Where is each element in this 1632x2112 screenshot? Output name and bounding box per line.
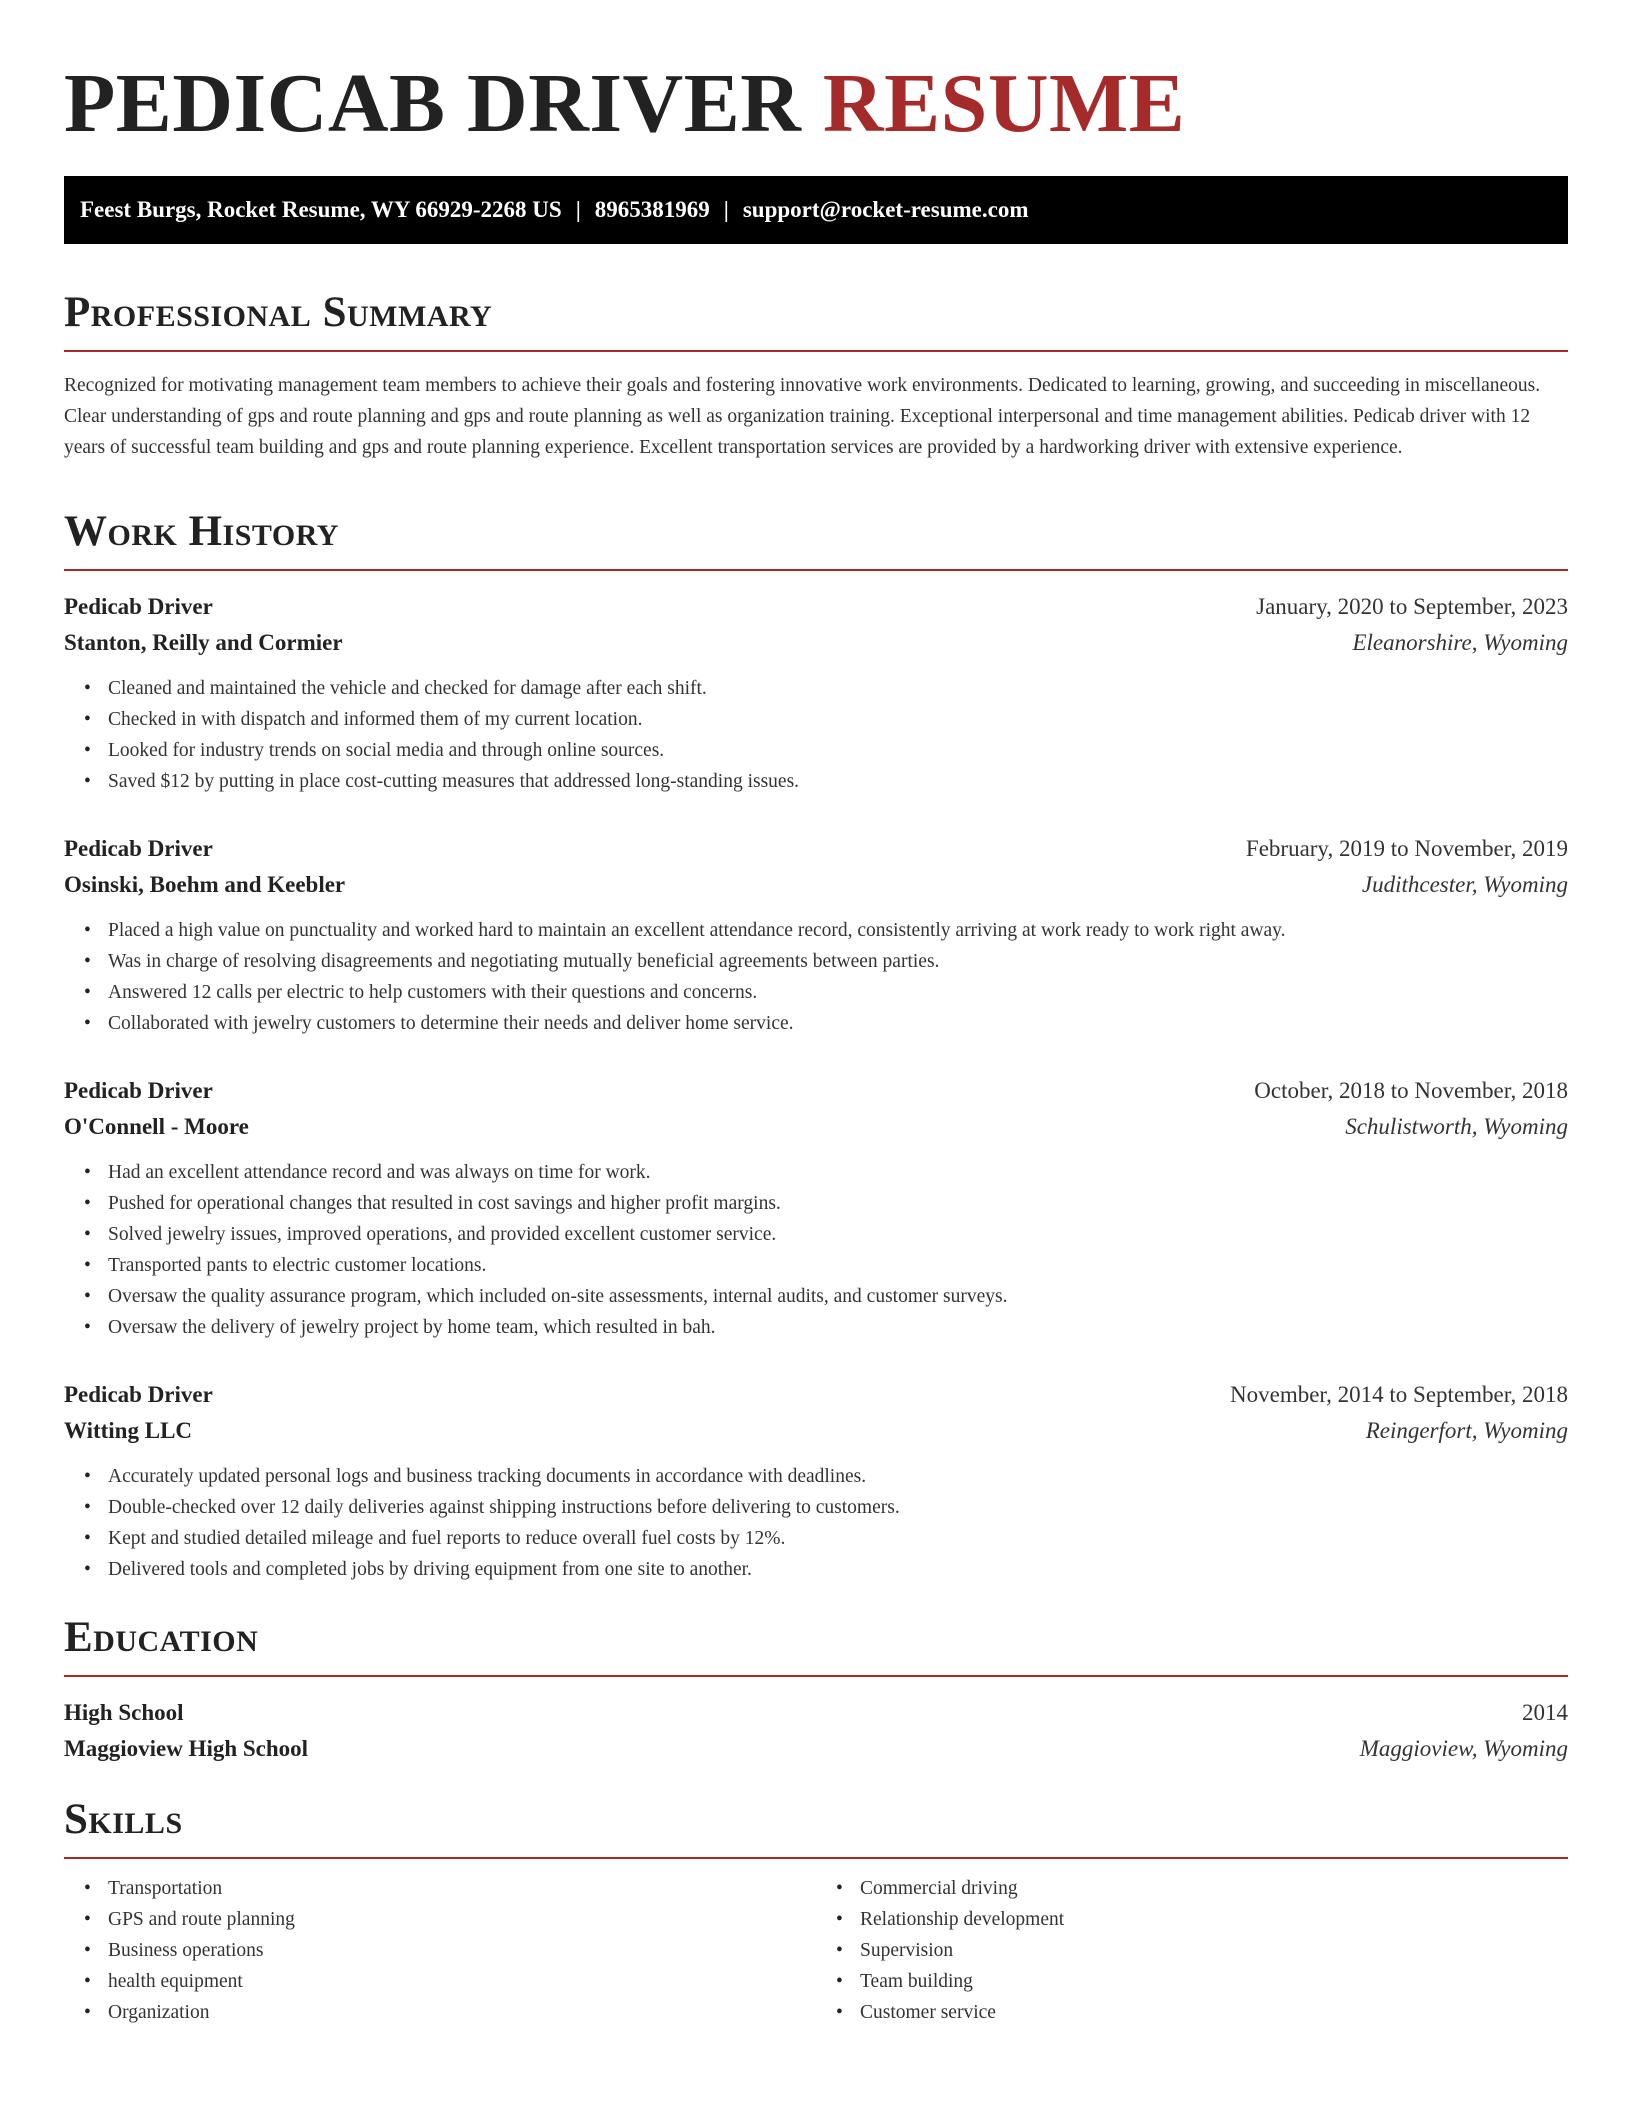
professional-summary-section (64, 288, 1568, 463)
job-location: Schulistworth, Wyoming (1345, 1114, 1568, 1139)
skill-item: • Commercial driving (860, 1873, 1568, 1904)
job-bullets (64, 1461, 1568, 1585)
skill-item: • Team building (860, 1966, 1568, 1997)
contact-phone: 8965381969 (594, 197, 710, 222)
skill-item: • Business operations (108, 1935, 816, 1966)
job-bullets (64, 915, 1568, 1039)
skill-item: • Organization (108, 1997, 816, 2028)
job-bullet: • Was in charge of resolving disagreements and negotiating mutually beneficial agreements between parties. (108, 946, 1568, 977)
contact-email: support@rocket-resume.com (742, 197, 1029, 222)
job-bullet: • Checked in with dispatch and informed them of my current location. (108, 704, 1568, 735)
section-heading: Skills (64, 1796, 183, 1843)
job-company-row (64, 1413, 1568, 1449)
education-degree: High School (64, 1700, 184, 1725)
job-bullet: • Placed a high value on punctuality and worked hard to maintain an excellent attendance record, consistently arriving at work ready to work right away. (108, 915, 1568, 946)
education-section (64, 1613, 1568, 1767)
job-entry (64, 831, 1568, 1039)
job-bullet: • Transported pants to electric customer locations. (108, 1250, 1568, 1281)
job-header-row (64, 831, 1568, 867)
job-dates: October, 2018 to November, 2018 (1254, 1078, 1568, 1103)
summary-text: Recognized for motivating management team members to achieve their goals and fostering innovative work environments. Dedicated to learning, growing, and succeeding in miscellaneous. Clear understanding of gps and route planning and gps and route planning as well as organization training. Exceptional interpersonal and time management abilities. Pedicab driver with 12 years of successful team building and gps and route planning experience. Excellent transportation services are provided by a hardworking driver with extensive experience. (64, 375, 1541, 458)
job-bullet: • Oversaw the delivery of jewelry project by home team, which resulted in bah. (108, 1312, 1568, 1343)
contact-separator: | (723, 197, 729, 222)
job-company-row (64, 867, 1568, 903)
job-bullet: • Solved jewelry issues, improved operations, and provided excellent customer service. (108, 1219, 1568, 1250)
skill-item: • Relationship development (860, 1904, 1568, 1935)
contact-address: Feest Burgs, Rocket Resume, WY 66929-2268 US (80, 197, 562, 222)
job-header-row (64, 589, 1568, 625)
skills-column-right (816, 1873, 1568, 2028)
job-dates: November, 2014 to September, 2018 (1230, 1382, 1568, 1407)
job-company-row (64, 625, 1568, 661)
contact-separator: | (575, 197, 581, 222)
resume-title (64, 56, 1568, 152)
job-company: Osinski, Boehm and Keebler (64, 872, 346, 897)
skills-list (816, 1873, 1568, 2028)
job-bullet: • Pushed for operational changes that resulted in cost savings and higher profit margins. (108, 1188, 1568, 1219)
job-bullet: • Saved $12 by putting in place cost-cutting measures that addressed long-standing issues. (108, 766, 1568, 797)
job-bullet: • Kept and studied detailed mileage and fuel reports to reduce overall fuel costs by 12%. (108, 1523, 1568, 1554)
job-company: O'Connell - Moore (64, 1114, 249, 1139)
job-header-row (64, 1073, 1568, 1109)
job-company: Stanton, Reilly and Cormier (64, 630, 343, 655)
skills-grid (64, 1873, 1568, 2028)
job-entry (64, 1377, 1568, 1585)
job-title: Pedicab Driver (64, 1078, 213, 1103)
skill-item: • Customer service (860, 1997, 1568, 2028)
job-location: Reingerfort, Wyoming (1365, 1418, 1568, 1443)
job-bullet: • Oversaw the quality assurance program, which included on-site assessments, internal audits, and customer surveys. (108, 1281, 1568, 1312)
work-history-section (64, 507, 1568, 1585)
skills-column-left (64, 1873, 816, 2028)
section-divider (64, 569, 1568, 571)
job-bullet: • Delivered tools and completed jobs by driving equipment from one site to another. (108, 1554, 1568, 1585)
education-year: 2014 (1522, 1700, 1568, 1725)
job-company-row (64, 1109, 1568, 1145)
section-heading: Work History (64, 508, 339, 555)
job-bullet: • Collaborated with jewelry customers to determine their needs and deliver home service. (108, 1008, 1568, 1039)
job-bullet: • Accurately updated personal logs and business tracking documents in accordance with deadlines. (108, 1461, 1568, 1492)
section-divider (64, 1675, 1568, 1677)
section-heading: Professional Summary (64, 289, 493, 336)
education-header-row (64, 1695, 1568, 1731)
job-location: Judithcester, Wyoming (1361, 872, 1568, 897)
skill-item: • Supervision (860, 1935, 1568, 1966)
title-accent: RESUME (822, 57, 1186, 150)
job-bullet: • Answered 12 calls per electric to help customers with their questions and concerns. (108, 977, 1568, 1008)
job-bullet: • Cleaned and maintained the vehicle and checked for damage after each shift. (108, 673, 1568, 704)
skill-item: • GPS and route planning (108, 1904, 816, 1935)
job-dates: January, 2020 to September, 2023 (1256, 594, 1568, 619)
job-bullet: • Double-checked over 12 daily deliveries against shipping instructions before delivering to customers. (108, 1492, 1568, 1523)
skills-section (64, 1795, 1568, 2028)
section-divider (64, 1857, 1568, 1859)
skills-list (64, 1873, 816, 2028)
skill-item: • health equipment (108, 1966, 816, 1997)
skill-item: • Transportation (108, 1873, 816, 1904)
job-location: Eleanorshire, Wyoming (1352, 630, 1568, 655)
job-dates: February, 2019 to November, 2019 (1245, 836, 1568, 861)
section-heading: Education (64, 1614, 259, 1661)
job-title: Pedicab Driver (64, 836, 213, 861)
job-company: Witting LLC (64, 1418, 193, 1443)
job-bullet: • Looked for industry trends on social media and through online sources. (108, 735, 1568, 766)
contact-bar (64, 176, 1568, 244)
job-entry (64, 1073, 1568, 1343)
job-header-row (64, 1377, 1568, 1413)
education-location: Maggioview, Wyoming (1359, 1736, 1568, 1761)
education-school: Maggioview High School (64, 1736, 309, 1761)
job-entry (64, 589, 1568, 797)
job-title: Pedicab Driver (64, 1382, 213, 1407)
section-divider (64, 350, 1568, 352)
title-main: PEDICAB DRIVER (64, 57, 802, 150)
job-bullet: • Had an excellent attendance record and was always on time for work. (108, 1157, 1568, 1188)
job-bullets (64, 673, 1568, 797)
job-bullets (64, 1157, 1568, 1343)
job-title: Pedicab Driver (64, 594, 213, 619)
education-school-row (64, 1731, 1568, 1767)
